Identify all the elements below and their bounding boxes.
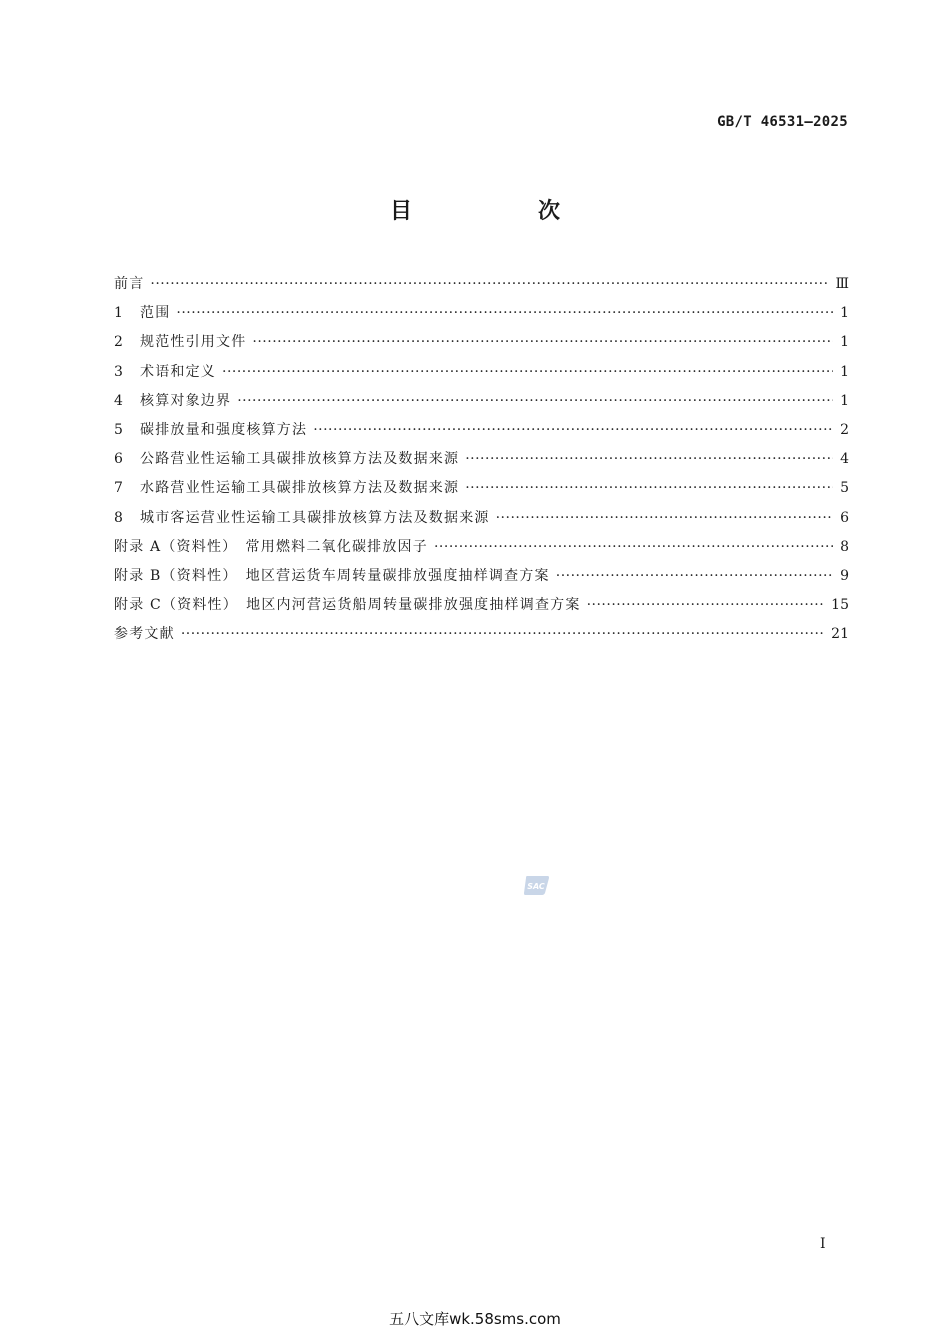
toc-leader-dots (150, 273, 829, 295)
toc-leader-dots (176, 302, 833, 324)
toc-entry-normative-references[interactable] (114, 331, 849, 360)
toc-entry-appendix-b[interactable] (114, 565, 849, 594)
toc-entry-label: 规范性引用文件 (140, 334, 247, 351)
toc-entry-page: Ⅲ (835, 276, 849, 292)
toc-leader-dots (252, 331, 833, 353)
toc-entry-label: 附录 B（资料性） 地区营运货车周转量碳排放强度抽样调查方案 (114, 567, 550, 584)
sac-watermark-logo (523, 874, 550, 897)
toc-entry-emission-methods[interactable] (114, 419, 849, 448)
toc-entry-page: 2 (840, 421, 849, 438)
toc-entry-label: 水路营业性运输工具碳排放核算方法及数据来源 (140, 480, 460, 497)
toc-entry-number: 5 (114, 421, 123, 438)
toc-entry-label: 附录 A（资料性） 常用燃料二氧化碳排放因子 (114, 538, 428, 555)
toc-entry-label: 参考文献 (114, 626, 175, 643)
table-of-contents (114, 273, 849, 652)
standard-number: GB/T 46531—2025 (717, 114, 848, 130)
page-number: I (820, 1236, 826, 1252)
toc-entry-page: 6 (840, 509, 849, 526)
toc-entry-number: 2 (114, 334, 123, 351)
toc-entry-page: 4 (840, 451, 849, 468)
toc-entry-label: 范围 (140, 305, 171, 322)
toc-entry-appendix-a[interactable] (114, 536, 849, 565)
toc-entry-appendix-c[interactable] (114, 594, 849, 623)
toc-entry-terms-definitions[interactable] (114, 361, 849, 390)
toc-entry-label: 核算对象边界 (140, 392, 232, 409)
toc-entry-page: 1 (840, 392, 849, 409)
svg-text:SAC: SAC (527, 882, 545, 891)
toc-entry-label: 术语和定义 (140, 363, 216, 380)
toc-leader-dots (496, 507, 833, 529)
toc-leader-dots (313, 419, 833, 441)
toc-entry-label: 城市客运营业性运输工具碳排放核算方法及数据来源 (140, 509, 490, 526)
toc-entry-number: 1 (114, 305, 123, 322)
toc-entry-page: 1 (840, 334, 849, 351)
toc-entry-page: 1 (840, 363, 849, 380)
toc-entry-number: 3 (114, 363, 123, 380)
toc-leader-dots (434, 536, 833, 558)
toc-leader-dots (465, 448, 833, 470)
toc-entry-page: 8 (840, 538, 849, 555)
toc-entry-label: 前言 (114, 276, 145, 292)
toc-entry-number: 8 (114, 509, 123, 526)
toc-entry-waterway-transport[interactable] (114, 477, 849, 506)
toc-leader-dots (222, 361, 833, 383)
toc-entry-page: 21 (831, 626, 849, 643)
toc-entry-label: 公路营业性运输工具碳排放核算方法及数据来源 (140, 451, 460, 468)
toc-entry-scope[interactable] (114, 302, 849, 331)
toc-entry-label: 附录 C（资料性） 地区内河营运货船周转量碳排放强度抽样调查方案 (114, 597, 581, 614)
footer-site-link[interactable]: 五八文库wk.58sms.com (389, 1310, 561, 1328)
toc-entry-page: 9 (840, 567, 849, 584)
toc-entry-page: 5 (840, 480, 849, 497)
toc-entry-page: 1 (840, 305, 849, 322)
toc-entry-accounting-boundary[interactable] (114, 390, 849, 419)
toc-entry-number: 7 (114, 480, 123, 497)
toc-entry-bibliography[interactable] (114, 623, 849, 652)
toc-entry-foreword[interactable] (114, 273, 849, 302)
page-title: 目 次 (389, 199, 612, 224)
toc-entry-label: 碳排放量和强度核算方法 (140, 421, 308, 438)
toc-leader-dots (587, 594, 826, 616)
toc-leader-dots (465, 477, 833, 499)
toc-entry-road-transport[interactable] (114, 448, 849, 477)
toc-entry-urban-passenger[interactable] (114, 507, 849, 536)
toc-leader-dots (237, 390, 833, 412)
toc-entry-number: 6 (114, 451, 123, 468)
toc-leader-dots (181, 623, 825, 645)
toc-entry-number: 4 (114, 392, 123, 409)
toc-leader-dots (556, 565, 833, 587)
toc-entry-page: 15 (831, 597, 849, 614)
